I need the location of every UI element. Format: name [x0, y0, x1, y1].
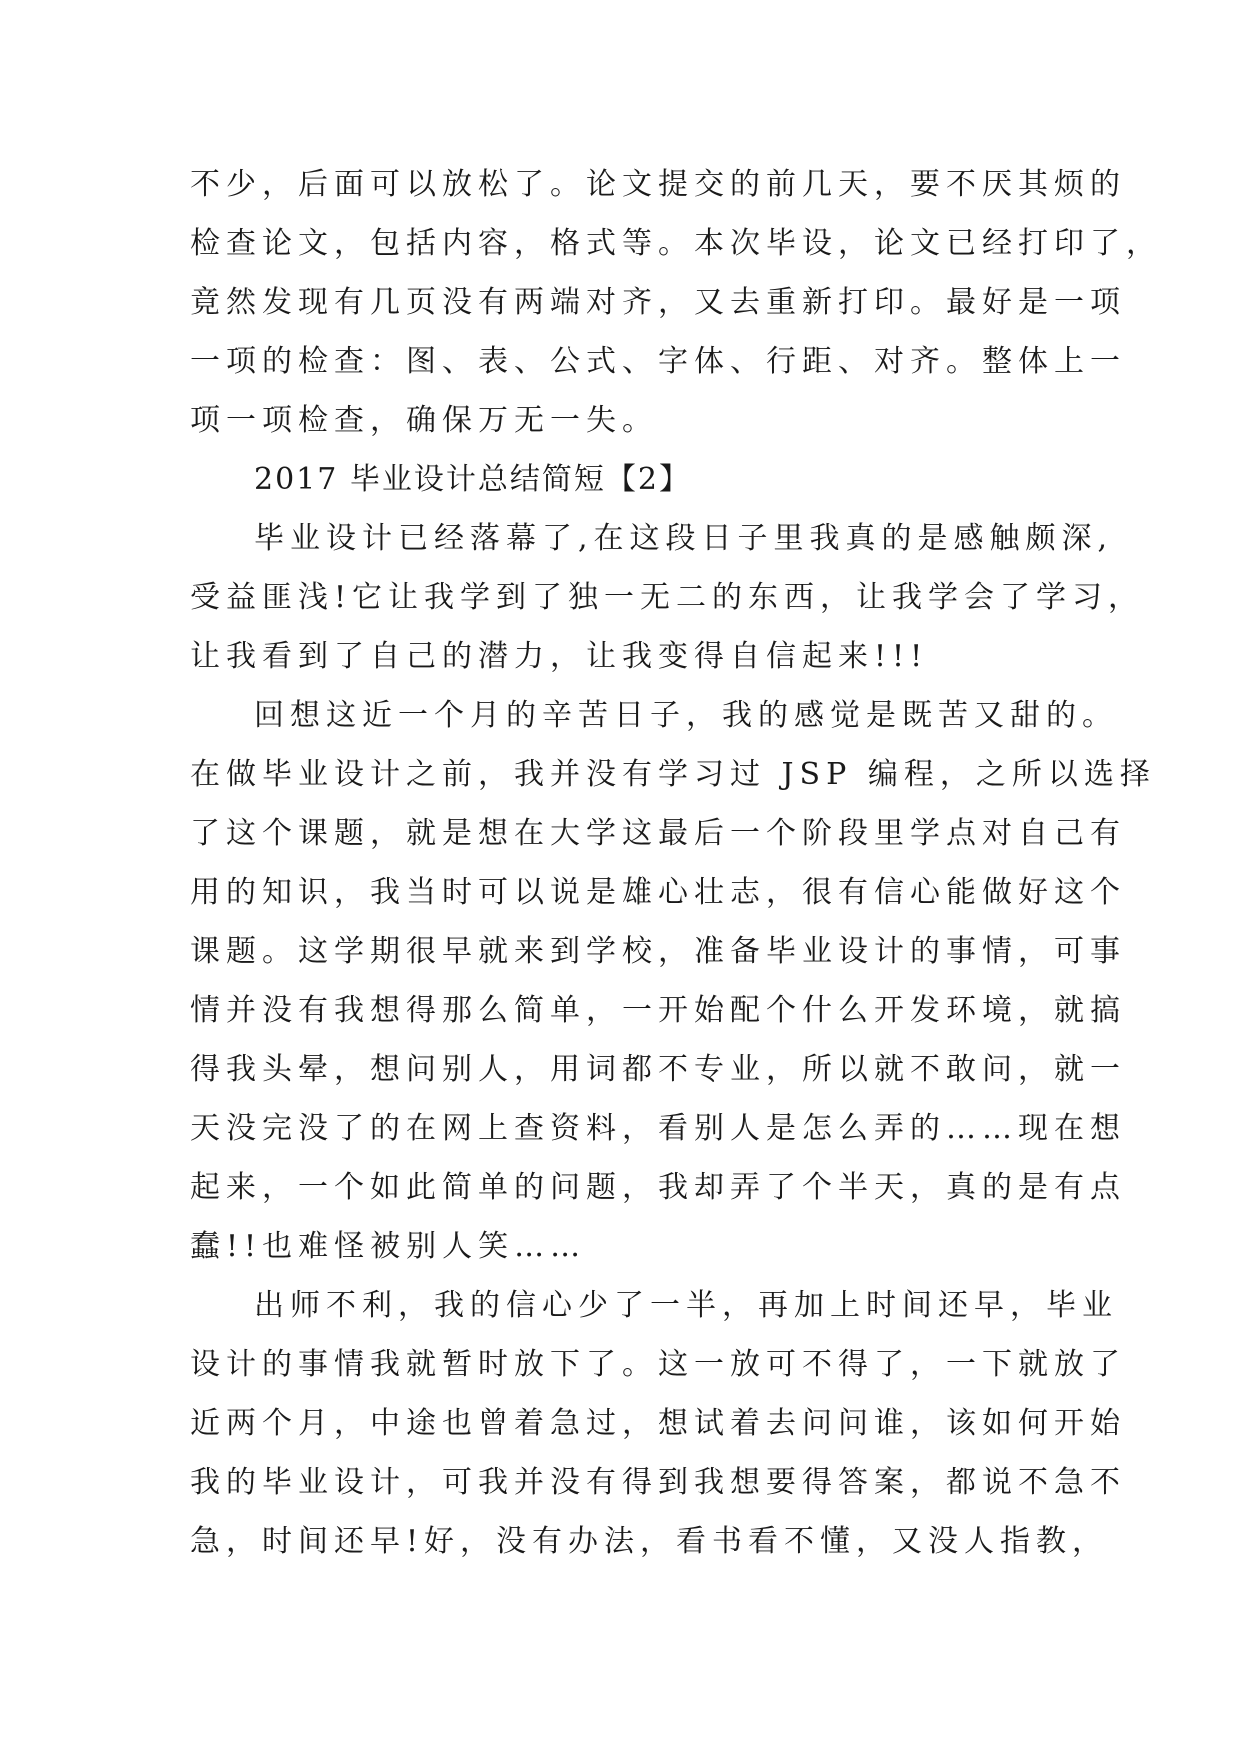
text-line: 天没完没了的在网上查资料，看别人是怎么弄的……现在想	[190, 1111, 1126, 1146]
text-line: 急，时间还早!好，没有办法，看书看不懂，又没人指教，	[190, 1524, 1109, 1559]
text-line: 了这个课题，就是想在大学这最后一个阶段里学点对自己有	[190, 816, 1126, 851]
text-line: 出师不利，我的信心少了一半，再加上时间还早，毕业	[254, 1288, 1118, 1323]
text-line: 我的毕业设计，可我并没有得到我想要得答案，都说不急不	[190, 1465, 1126, 1500]
text-line: 一项的检查：图、表、公式、字体、行距、对齐。整体上一	[190, 344, 1126, 379]
text-line: 情并没有我想得那么简单，一开始配个什么开发环境，就搞	[190, 993, 1126, 1028]
text-line: 在做毕业设计之前，我并没有学习过 JSP 编程，之所以选择	[190, 757, 1156, 792]
text-line: 起来，一个如此简单的问题，我却弄了个半天，真的是有点	[190, 1170, 1126, 1205]
text-line: 受益匪浅!它让我学到了独一无二的东西，让我学会了学习，	[190, 580, 1145, 615]
text-line: 回想这近一个月的辛苦日子，我的感觉是既苦又甜的。	[254, 698, 1118, 733]
text-line: 课题。这学期很早就来到学校，准备毕业设计的事情，可事	[190, 934, 1126, 969]
section-heading: 2017 毕业设计总结简短【2】	[254, 462, 691, 497]
document-body	[190, 155, 1162, 1571]
text-line: 不少，后面可以放松了。论文提交的前几天，要不厌其烦的	[190, 167, 1126, 202]
text-line: 项一项检查，确保万无一失。	[190, 403, 658, 438]
text-line: 得我头晕，想问别人，用词都不专业，所以就不敢问，就一	[190, 1052, 1126, 1087]
text-line: 毕业设计已经落幕了,在这段日子里我真的是感触颇深,	[254, 521, 1114, 556]
text-line: 让我看到了自己的潜力，让我变得自信起来!!!	[190, 639, 929, 674]
text-line: 设计的事情我就暂时放下了。这一放可不得了，一下就放了	[190, 1347, 1126, 1382]
text-line: 用的知识，我当时可以说是雄心壮志，很有信心能做好这个	[190, 875, 1126, 910]
text-line: 蠢!!也难怪被别人笑……	[190, 1229, 587, 1264]
text-line: 近两个月，中途也曾着急过，想试着去问问谁，该如何开始	[190, 1406, 1126, 1441]
text-line: 竟然发现有几页没有两端对齐，又去重新打印。最好是一项	[190, 285, 1126, 320]
text-line: 检查论文，包括内容，格式等。本次毕设，论文已经打印了，	[190, 226, 1162, 261]
